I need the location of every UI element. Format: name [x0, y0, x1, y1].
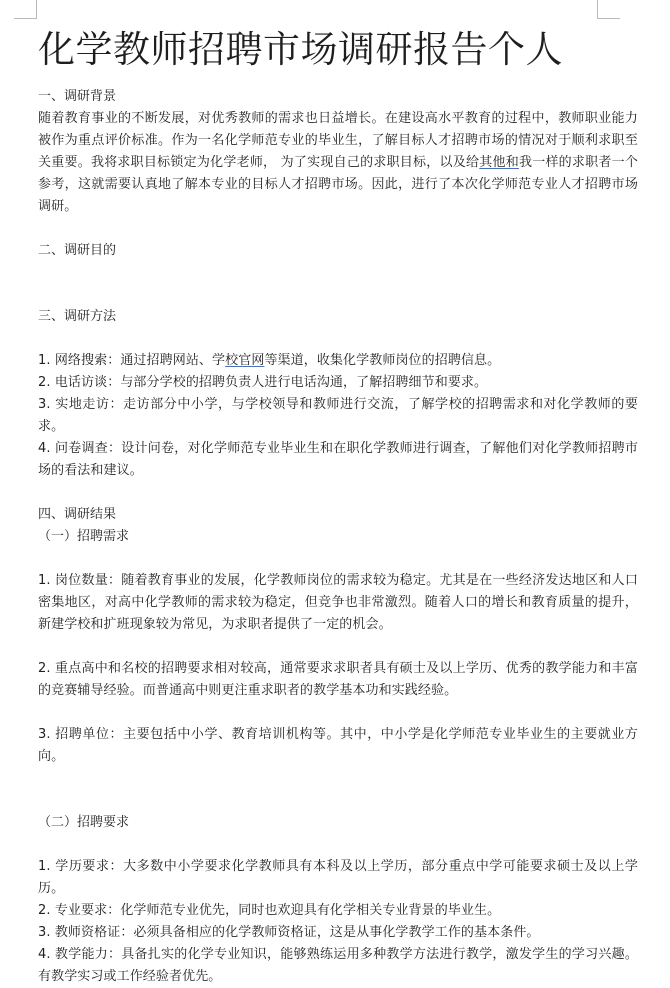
background-text-a: 随着教育事业的不断发展，对优秀教师的需求也日益增长。在建设高水平教育的过程中，教师职业能力被作为重点评价标准。作为一名化学师范专业的毕业生，了解目标人才招聘市场的情况对于顺利求职至关重要。我将求职目标锁定为化学老师， 为了实现自己的求职目标，以及给 [38, 111, 638, 170]
demand-item-2: 2. 重点高中和名校的招聘要求相对较高，通常要求求职者具有硕士及以上学历、优秀的教学能力和丰富的竞赛辅导经验。而普通高中则更注重求职者的教学基本功和实践经验。 [38, 661, 638, 698]
subheading-requirements: （二）招聘要求 [38, 815, 130, 830]
background-underlined-text: 其他和 [479, 155, 519, 170]
section-heading-background: 一、调研背景 [38, 89, 117, 104]
section-heading-method: 三、调研方法 [38, 309, 117, 324]
background-paragraph [38, 108, 638, 218]
demand-item-3: 3. 招聘单位：主要包括中小学、教育培训机构等。其中，中小学是化学师范专业毕业生的主要就业方向。 [38, 727, 638, 764]
crop-mark-top-right [597, 0, 620, 19]
method-item-2: 2. 电话访谈：与部分学校的招聘负责人进行电话沟通，了解招聘细节和要求。 [38, 375, 488, 390]
document-page [38, 24, 638, 988]
method-1-underlined-text: 校官网 [225, 353, 265, 368]
background-text-b: 我一样的求职者一个参考，这就需要认真地了解本专业的目标人才招聘市场。因此，进行了本次化学师范专业人才招聘市场调研。 [38, 155, 638, 214]
method-item-1 [38, 350, 638, 372]
requirement-item-2: 2. 专业要求：化学师范专业优先，同时也欢迎具有化学相关专业背景的毕业生。 [38, 903, 501, 918]
requirement-item-1: 1. 学历要求：大多数中小学要求化学教师具有本科及以上学历，部分重点中学可能要求硕士及以上学历。 [38, 859, 638, 896]
demand-item-1: 1. 岗位数量：随着教育事业的发展，化学教师岗位的需求较为稳定。尤其是在一些经济发达地区和人口密集地区，对高中化学教师的需求较为稳定，但竞争也非常激烈。随着人口的增长和教育质量的提升，新建学校和扩班现象较为常见，为求职者提供了一定的机会。 [38, 573, 638, 632]
section-heading-purpose: 二、调研目的 [38, 243, 117, 258]
method-item-4: 4. 问卷调查：设计问卷，对化学师范专业毕业生和在职化学教师进行调查，了解他们对化学教师招聘市场的看法和建议。 [38, 441, 638, 478]
document-title: 化学教师招聘市场调研报告个人 [38, 28, 563, 71]
section-heading-results: 四、调研结果 [38, 507, 117, 522]
requirement-item-3: 3. 教师资格证：必须具备相应的化学教师资格证，这是从事化学教学工作的基本条件。 [38, 925, 540, 940]
method-1-text-a: 1. 网络搜索：通过招聘网站、学 [38, 353, 226, 368]
crop-mark-top-left [14, 0, 37, 19]
subheading-demand: （一）招聘需求 [38, 529, 130, 544]
method-1-text-b: 等渠道，收集化学教师岗位的招聘信息。 [264, 353, 501, 368]
requirement-item-4: 4. 教学能力：具备扎实的化学专业知识，能够熟练运用多种教学方法进行教学，激发学生的学习兴趣。有教学实习或工作经验者优先。 [38, 947, 638, 984]
method-item-3: 3. 实地走访：走访部分中小学，与学校领导和教师进行交流，了解学校的招聘需求和对化学教师的要求。 [38, 397, 638, 434]
